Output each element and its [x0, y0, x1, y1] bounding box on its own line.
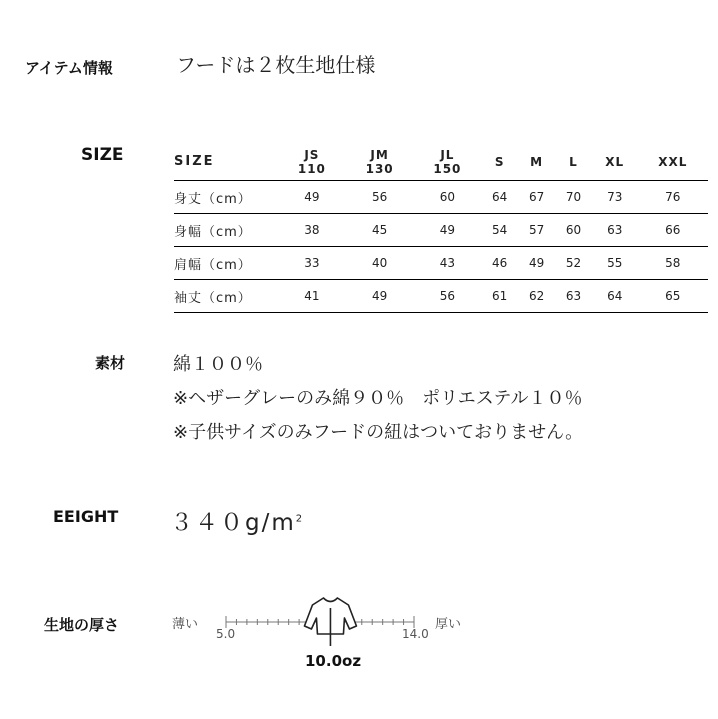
table-cell: 76 — [638, 181, 708, 214]
material-label: 素材 — [95, 354, 126, 372]
table-cell: 56 — [346, 181, 414, 214]
min-value: 5.0 — [216, 627, 236, 641]
table-cell: 肩幅（cm） — [174, 247, 278, 280]
thin-label: 薄い — [172, 617, 199, 632]
header-cell: S — [494, 155, 505, 169]
item-info-label: アイテム情報 — [25, 59, 113, 77]
thickness-label: 生地の厚さ — [44, 616, 120, 634]
table-cell: 40 — [346, 247, 414, 280]
table-cell: 60 — [414, 181, 482, 214]
table-cell: 49 — [414, 214, 482, 247]
table-cell: 60 — [555, 214, 592, 247]
table-cell: 61 — [481, 280, 518, 313]
table-cell: 58 — [638, 247, 708, 280]
shirt-icon — [304, 598, 356, 646]
table-cell: 45 — [346, 214, 414, 247]
table-cell: 46 — [481, 247, 518, 280]
table-cell: 67 — [518, 181, 555, 214]
max-value: 14.0 — [402, 627, 429, 641]
table-cell: 65 — [638, 280, 708, 313]
table-cell: 41 — [278, 280, 346, 313]
table-cell: 64 — [592, 280, 638, 313]
table-cell: 33 — [278, 247, 346, 280]
table-cell: 49 — [278, 181, 346, 214]
header-cell: JS 110 — [297, 148, 326, 176]
table-cell: 73 — [592, 181, 638, 214]
table-cell: 62 — [518, 280, 555, 313]
header-cell: XL — [605, 155, 625, 169]
table-cell: 70 — [555, 181, 592, 214]
header-cell: JL 150 — [433, 148, 462, 176]
material-line: ※子供サイズのみフードの紐はついておりません。 — [173, 422, 584, 443]
weight-unit-exponent: 2 — [295, 513, 305, 525]
table-cell: 63 — [592, 214, 638, 247]
table-cell: 身幅（cm） — [174, 214, 278, 247]
table-cell: 38 — [278, 214, 346, 247]
header-cell: JM 130 — [365, 148, 394, 176]
header-cell: XXL — [658, 155, 688, 169]
weight-label: EEIGHT — [53, 507, 119, 526]
item-info-value: フードは２枚生地仕様 — [176, 53, 376, 77]
table-cell: 身丈（cm） — [174, 181, 278, 214]
weight-number: ３４０g/m — [170, 510, 296, 536]
material-line: 綿１００％ — [173, 354, 263, 375]
table-cell: 54 — [481, 214, 518, 247]
table-cell: 49 — [346, 280, 414, 313]
table-cell: 57 — [518, 214, 555, 247]
table-cell: 49 — [518, 247, 555, 280]
table-cell: 43 — [414, 247, 482, 280]
table-cell: 52 — [555, 247, 592, 280]
table-cell: 55 — [592, 247, 638, 280]
header-cell: L — [569, 155, 578, 169]
material-line: ※ヘザーグレーのみ綿９０％ ポリエステル１０％ — [173, 388, 583, 409]
table-cell: 64 — [481, 181, 518, 214]
table-cell: 袖丈（cm） — [174, 280, 278, 313]
table-cell: 66 — [638, 214, 708, 247]
table-cell: 63 — [555, 280, 592, 313]
size-label: SIZE — [81, 145, 124, 165]
header-cell: M — [530, 155, 544, 169]
table-cell: 56 — [414, 280, 482, 313]
header-cell: SIZE — [174, 154, 215, 169]
thick-label: 厚い — [435, 617, 462, 632]
thickness-value: 10.0oz — [305, 652, 362, 670]
